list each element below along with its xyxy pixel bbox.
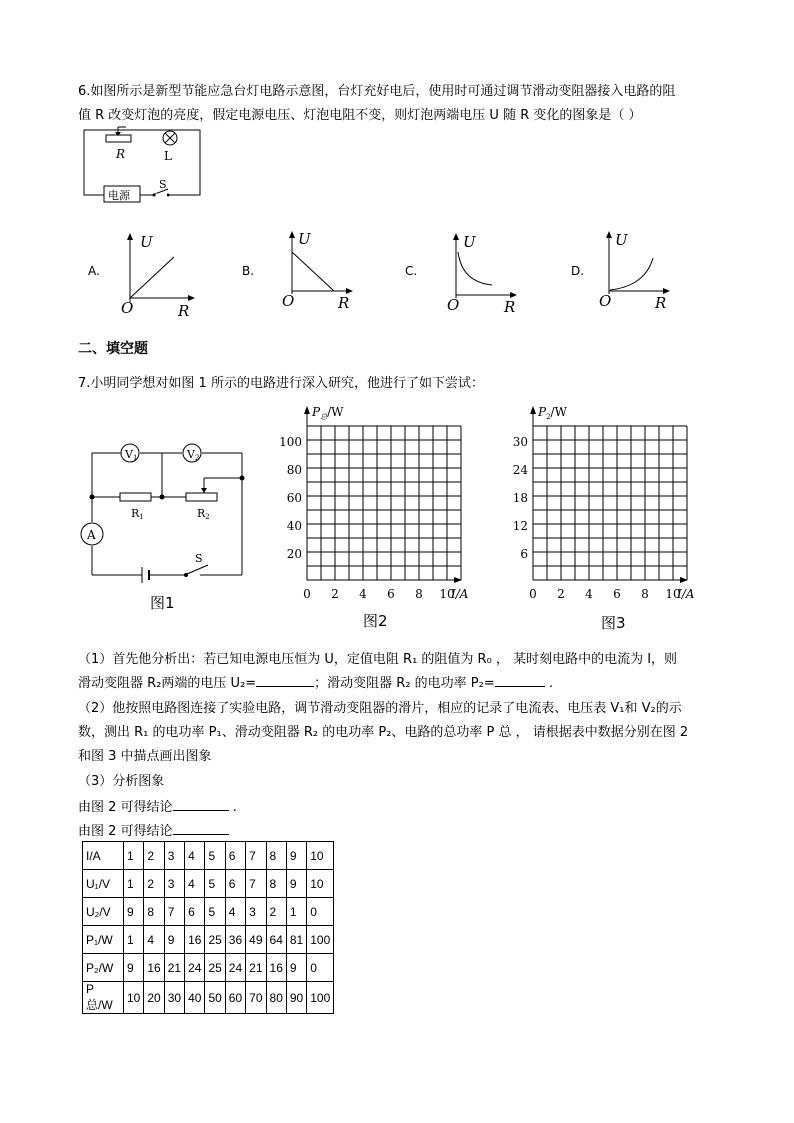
y-tick-label: 60 (286, 491, 302, 505)
x-tick-label: 2 (557, 587, 565, 601)
q7-intro: 7.小明同学想对如图 1 所示的电路进行深入研究，他进行了如下尝试： (78, 376, 484, 391)
table-cell: 100 (307, 926, 334, 954)
table-row (83, 898, 334, 926)
q6-b-o-label: O (282, 292, 295, 310)
q6-a-u-label: U (140, 233, 153, 251)
table-row (83, 870, 334, 898)
q6-option-d-graph[interactable] (597, 228, 679, 316)
q7-conclusion2-text: 由图 2 可得结论 (78, 824, 173, 839)
q6-d-o-label: O (599, 292, 612, 310)
table-cell: 9 (286, 954, 306, 982)
q6-c-r-label: R (504, 298, 516, 316)
table-cell: 24 (185, 954, 205, 982)
table-row (83, 954, 334, 982)
x-tick-label: 4 (585, 587, 593, 601)
table-cell: 100 (307, 982, 334, 1014)
q7-u2-answer-blank[interactable] (256, 686, 314, 687)
table-cell: 5 (205, 870, 225, 898)
q6-c-u-label: U (463, 233, 476, 251)
q7-part1-p2-text: ；滑动变阻器 R₂ 的电功率 P₂= (314, 676, 495, 691)
q7-fig1-a-label: A (87, 528, 96, 542)
table-cell: 30 (164, 982, 184, 1014)
y-tick-label: 20 (286, 547, 302, 561)
q6-option-c-graph[interactable] (444, 230, 526, 318)
table-cell: 16 (185, 926, 205, 954)
table-cell: 3 (164, 870, 184, 898)
q6-a-o-label: O (121, 299, 134, 317)
table-cell: 64 (266, 926, 286, 954)
table-row-header: U₁/V (83, 870, 124, 898)
table-cell: 9 (286, 870, 306, 898)
q7-part3-conclusion1 (78, 796, 237, 815)
q6-option-a-graph[interactable] (118, 230, 200, 318)
table-cell: 25 (205, 954, 225, 982)
table-row-header: P₂/W (83, 954, 124, 982)
table-cell: 8 (266, 870, 286, 898)
q7-part2-line3: 和图 3 中描点画出图象 (78, 749, 212, 764)
q7-fig1-circuit (76, 436, 256, 616)
table-cell: 4 (185, 870, 205, 898)
table-cell: 1 (286, 898, 306, 926)
table-row-header: I/A (83, 842, 124, 870)
q7-part3-title: （3）分析图象 (78, 774, 165, 789)
x-tick-label: 10 (439, 587, 455, 601)
q7-fig1-s-label: S (195, 552, 203, 565)
x-tick-label: 4 (359, 587, 367, 601)
q7-fig1-caption: 图1 (150, 594, 175, 612)
table-cell: 16 (266, 954, 286, 982)
x-tick-label: 8 (641, 587, 649, 601)
table-cell: 0 (307, 954, 334, 982)
table-row-header: P 总/W (83, 982, 124, 1014)
table-cell: 20 (144, 982, 164, 1014)
x-tick-label: 8 (415, 587, 423, 601)
q7-part3-conclusion2 (78, 820, 229, 839)
table-cell: 16 (144, 954, 164, 982)
q7-fig1-v2-label: V2 (187, 448, 200, 462)
q7-fig2-caption: 图2 (363, 612, 388, 630)
q6-d-u-label: U (615, 231, 628, 249)
table-cell: 49 (246, 926, 266, 954)
y-tick-label: 18 (512, 491, 528, 505)
q7-part1-line1: （1）首先他分析出：若已知电源电压恒为 U，定值电阻 R₁ 的阻值为 R₀ ， 某时刻电路中的电流为 I，则 (78, 652, 678, 667)
table-cell: 6 (225, 842, 245, 870)
y-tick-label: 12 (512, 519, 528, 533)
table-row (83, 926, 334, 954)
x-tick-label: 6 (613, 587, 621, 601)
q6-source-label: 电源 (108, 189, 130, 202)
table-cell: 10 (307, 870, 334, 898)
q7-fig3-grid (502, 402, 702, 607)
table-cell: 7 (164, 898, 184, 926)
table-cell: 50 (205, 982, 225, 1014)
table-cell: 4 (144, 926, 164, 954)
q6-b-u-label: U (298, 230, 311, 248)
x-tick-label: 0 (303, 587, 311, 601)
q7-fig2-ylabel: $P_总/W$ (312, 405, 344, 421)
table-cell: 2 (144, 870, 164, 898)
q7-conclusion1-text: 由图 2 可得结论 (78, 800, 173, 815)
q7-part2-line1: （2）他按照电路图连接了实验电路，调节滑动变阻器的滑片，相应的记录了电流表、电压表 V₁和 V₂的示 (78, 701, 682, 716)
table-cell: 5 (205, 842, 225, 870)
q7-conclusion2-blank[interactable] (173, 834, 229, 835)
q6-text-line1: 6.如图所示是新型节能应急台灯电路示意图，台灯充好电后，使用时可通过调节滑动变阻器接入电路的阻 (78, 84, 676, 99)
table-cell: 70 (246, 982, 266, 1014)
y-tick-label: 30 (512, 435, 528, 449)
table-cell: 36 (225, 926, 245, 954)
q7-fig1-v1-label: V1 (125, 448, 138, 462)
table-cell: 9 (124, 954, 144, 982)
table-cell: 6 (185, 898, 205, 926)
y-tick-label: 80 (286, 463, 302, 477)
q7-p2-answer-blank[interactable] (495, 686, 545, 687)
section-title: 二、填空题 (78, 341, 148, 357)
table-cell: 2 (144, 842, 164, 870)
table-cell: 9 (164, 926, 184, 954)
q6-r-label: R (116, 147, 126, 161)
q7-fig1-r1-label: R1 (131, 507, 144, 521)
table-cell: 81 (286, 926, 306, 954)
q6-text-line2: 值 R 改变灯泡的亮度，假定电源电压、灯泡电阻不变，则灯泡两端电压 U 随 R 变化的图象是（ ） (78, 108, 642, 123)
q6-option-d-letter[interactable]: D. (571, 264, 585, 278)
table-cell: 24 (225, 954, 245, 982)
table-cell: 1 (124, 842, 144, 870)
table-cell: 1 (124, 926, 144, 954)
table-cell: 7 (246, 842, 266, 870)
table-cell: 5 (205, 898, 225, 926)
table-cell: 21 (164, 954, 184, 982)
x-tick-label: 0 (529, 587, 537, 601)
table-cell: 10 (307, 842, 334, 870)
table-cell: 9 (124, 898, 144, 926)
table-cell: 4 (225, 898, 245, 926)
table-cell: 1 (124, 870, 144, 898)
q7-fig1-r2-label: R2 (197, 507, 210, 521)
table-cell: 6 (225, 870, 245, 898)
table-cell: 2 (266, 898, 286, 926)
y-tick-label: 24 (512, 463, 528, 477)
table-cell: 0 (307, 898, 334, 926)
q6-c-o-label: O (447, 296, 460, 314)
table-cell: 21 (246, 954, 266, 982)
table-cell: 8 (266, 842, 286, 870)
q7-part1-line2 (78, 672, 553, 691)
q7-fig3-xlabel: I/A (677, 587, 695, 601)
table-cell: 10 (124, 982, 144, 1014)
table-row-header: U₂/V (83, 898, 124, 926)
table-cell: 25 (205, 926, 225, 954)
q7-fig3-ylabel: $P_2/W$ (538, 405, 567, 421)
q6-s-label: S (159, 178, 167, 191)
y-tick-label: 100 (279, 435, 302, 449)
x-tick-label: 2 (331, 587, 339, 601)
table-cell: 40 (185, 982, 205, 1014)
table-cell: 60 (225, 982, 245, 1014)
q7-part1-u2-text: 滑动变阻器 R₂两端的电压 U₂= (78, 676, 257, 691)
table-cell: 8 (144, 898, 164, 926)
q6-option-c-letter[interactable]: C. (405, 264, 418, 278)
q7-data-table (82, 841, 334, 1014)
y-tick-label: 6 (520, 547, 528, 561)
q6-b-r-label: R (338, 294, 350, 312)
table-cell: 90 (286, 982, 306, 1014)
q6-a-r-label: R (178, 302, 190, 318)
q6-l-label: L (164, 149, 172, 163)
table-cell: 3 (164, 842, 184, 870)
y-tick-label: 40 (286, 519, 302, 533)
q6-option-a-letter[interactable]: A. (88, 264, 100, 278)
table-cell: 3 (246, 898, 266, 926)
q7-conclusion1-blank[interactable] (173, 810, 229, 811)
x-tick-label: 10 (665, 587, 681, 601)
q7-fig3-caption: 图3 (601, 614, 626, 632)
q6-d-r-label: R (655, 294, 667, 312)
q7-fig2-grid (276, 402, 476, 607)
table-row (83, 982, 334, 1014)
q6-circuit-diagram (80, 125, 210, 205)
table-cell: 9 (286, 842, 306, 870)
q7-part1-end: . (544, 676, 553, 691)
table-cell: 7 (246, 870, 266, 898)
q6-option-b-graph[interactable] (280, 226, 362, 314)
table-cell: 80 (266, 982, 286, 1014)
table-row (83, 842, 334, 870)
q6-option-b-letter[interactable]: B. (242, 264, 255, 278)
q7-conclusion1-end: . (228, 800, 237, 815)
table-row-header: P₁/W (83, 926, 124, 954)
table-cell: 4 (185, 842, 205, 870)
q7-fig2-xlabel: I/A (451, 587, 469, 601)
q7-part2-line2: 数，测出 R₁ 的电功率 P₁、滑动变阻器 R₂ 的电功率 P₂、电路的总功率 P 总 ， 请根据表中数据分别在图 2 (78, 725, 689, 740)
x-tick-label: 6 (387, 587, 395, 601)
